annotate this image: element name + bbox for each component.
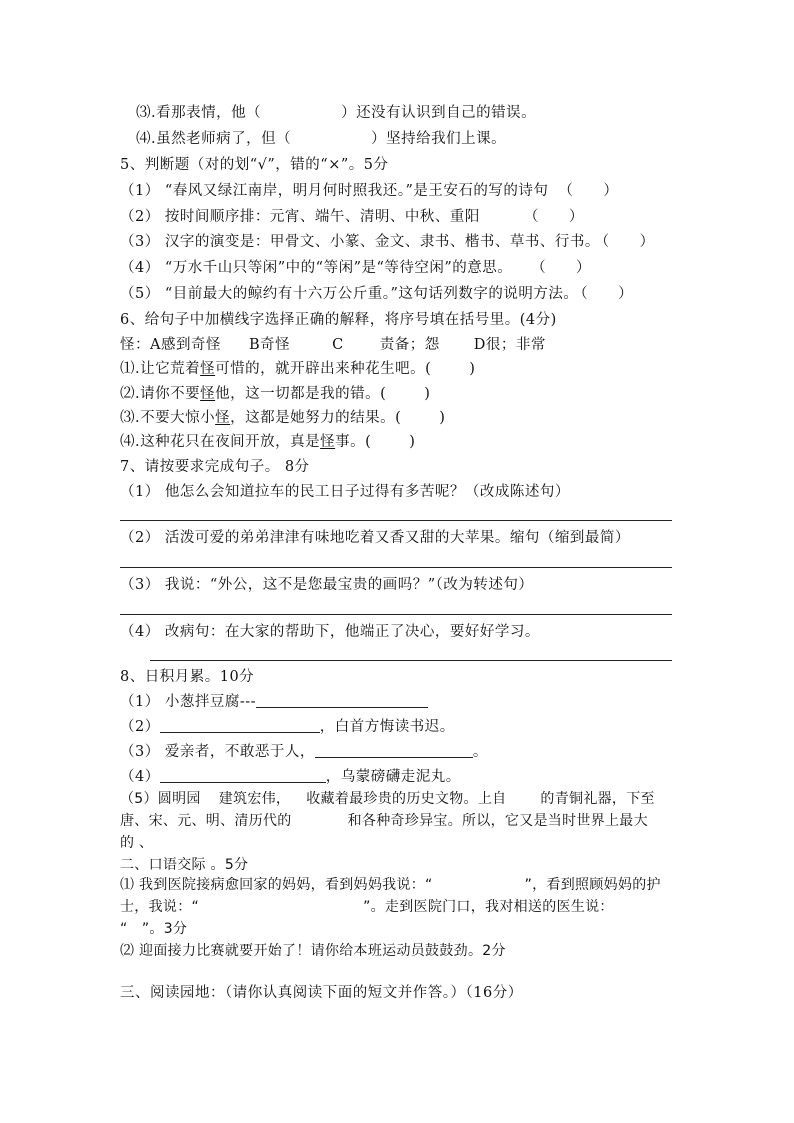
q6-item-3: ⑶.不要大惊小怪，这都是她努力的结果。( ) [120,410,446,426]
q8-line-3: （3） 爱亲者，不敢恶于人， 。 [120,744,488,760]
q5-item-5: （5） “目前最大的鲸约有十六万公斤重。”这句话列数字的说明方法。 （ ） [120,286,634,302]
q6-options: 怪：A感到奇怪 B奇怪 C 责备；怨 D很；非常 [120,337,546,353]
q8-line-2: （2） ，白首方悔读书迟。 [120,719,455,735]
part2-q1-line2: 士，我说：“ ”。走到医院门口，我对相送的医生说： [120,899,614,915]
q4-item3: ⑶.看那表情，他（ ）还没有认识到自己的错误。 [136,105,537,121]
q8-line-7: 的 、 [120,835,154,851]
q8-line-6: 唐、宋、元、明、清历代的 和各种奇珍异宝。所以，它又是当时世界上最大 [120,813,648,829]
q8-title: 8、日积月累。10分 [120,669,255,685]
q6-item-4: ⑷.这种花只在夜间开放，真是怪事。( ) [120,434,416,450]
q5-item-1: （1） “春风又绿江南岸，明月何时照我还。”是王安石的写的诗句 （ ） [120,183,619,199]
q5-item-2: （2） 按时间顺序排：元宵、端午、清明、中秋、重阳 （ ） [120,209,584,225]
q5-item-3: （3） 汉字的演变是：甲骨文、小篆、金文、隶书、楷书、草书、行书。 （ ） [120,234,655,250]
answer-line[interactable] [120,614,672,615]
q6-title: 6、给句子中加横线字选择正确的解释，将序号填在括号里。(4分) [120,312,557,328]
part3-title: 三、阅读园地：（请你认真阅读下面的短文并作答。）（16分） [120,985,523,1001]
q7-item-2: （2） 活泼可爱的弟弟津津有味地吃着又香又甜的大苹果。缩句（缩到最简） [120,530,630,546]
answer-line[interactable] [120,520,672,521]
q7-title: 7、请按要求完成句子。 8分 [120,459,310,475]
answer-line[interactable] [120,567,672,568]
q7-item-1: （1） 他怎么会知道拉车的民工日子过得有多苦呢？（改成陈述句） [120,484,570,500]
q5-title: 5、判断题（对的划“√”，错的“×”。5分 [120,157,389,173]
q8-line-4: （4） ，乌蒙磅礴走泥丸。 [120,769,461,785]
part2-q1-line1: ⑴ 我到医院接病愈回家的妈妈，看到妈妈我说：“ ”，看到照顾妈妈的护 [120,877,661,893]
part2-q1-line3: “ ”。3分 [120,921,188,937]
q6-item-1: ⑴.让它荒着怪可惜的，就开辟出来种花生吧。( ) [120,361,476,377]
fill-blank[interactable] [160,768,326,783]
fill-blank[interactable] [160,718,320,733]
answer-line[interactable] [150,660,672,661]
fill-blank[interactable] [315,743,473,758]
q5-item-4: （4） “万水千山只等闲”中的“等闲”是“等待空闲”的意思。 （ ） [120,260,592,276]
q7-item-4: （4） 改病句：在大家的帮助下，他端正了决心，要好好学习。 [120,624,540,640]
q7-item-3: （3） 我说：“外公，这不是您最宝贵的画吗？”（改为转述句） [120,577,534,593]
q8-line-5: （5）圆明园 建筑宏伟， 收藏着最珍贵的历史文物。上自 的青铜礼器，下至 [120,791,655,807]
part2-title: 二、口语交际 。5分 [120,857,249,873]
fill-blank[interactable] [256,693,428,708]
q4-item4: ⑷.虽然老师病了，但（ ）坚持给我们上课。 [136,131,507,147]
q6-item-2: ⑵.请你不要怪他，这一切都是我的错。( ) [120,386,431,402]
q8-line-1: （1） 小葱拌豆腐--- [120,693,428,711]
part2-q2: ⑵ 迎面接力比赛就要开始了！请你给本班运动员鼓鼓劲。2分 [120,943,506,959]
